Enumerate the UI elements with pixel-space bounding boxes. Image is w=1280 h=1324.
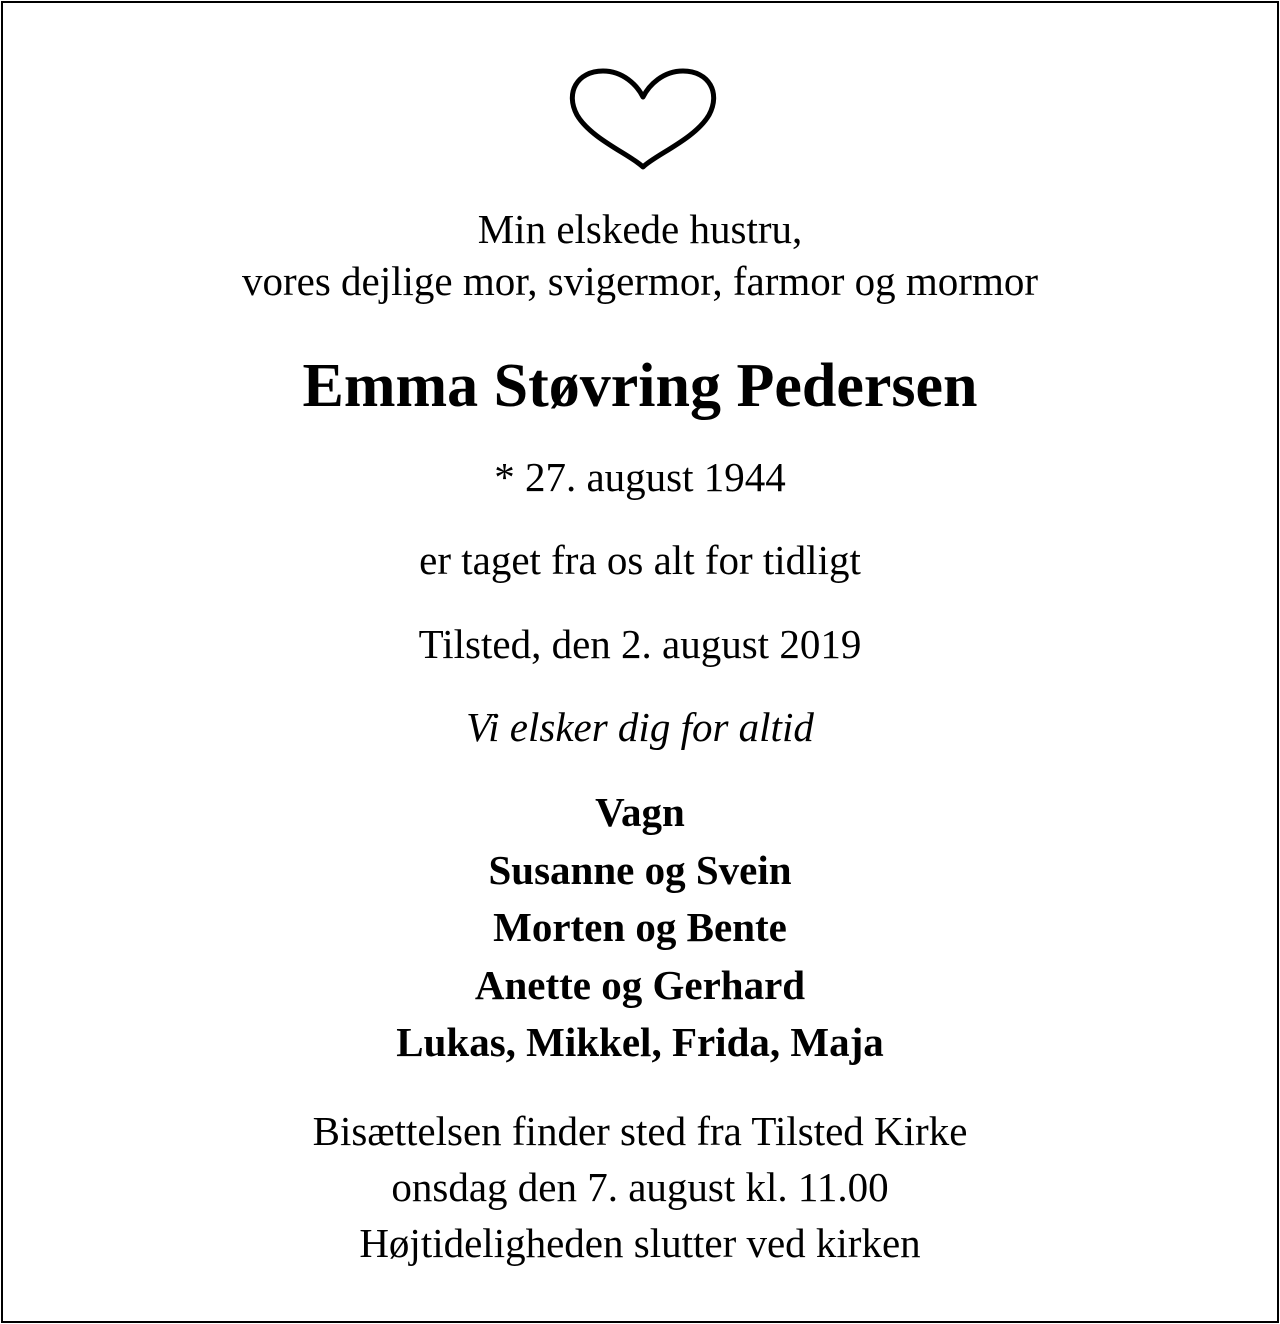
family-member: Susanne og Svein [488,846,792,893]
family-member: Lukas, Mikkel, Frida, Maja [396,1019,884,1065]
intro-text [3,203,1277,307]
heart-icon [569,67,717,173]
intro-line-2: vores dejlige mor, svigermor, farmor og mormor [241,258,1039,304]
motto: Vi elsker dig for altid [466,704,814,750]
funeral-info [3,1103,1277,1271]
family-member: Morten og Bente [493,904,787,950]
family-member: Vagn [595,789,685,835]
family-list [3,784,1277,1072]
funeral-line: Højtideligheden slutter ved kirken [359,1220,921,1266]
passing-text: er taget fra os alt for tidligt [419,537,861,583]
family-member: Anette og Gerhard [474,961,806,1008]
funeral-line: Bisættelsen finder sted fra Tilsted Kirke [312,1108,968,1154]
deceased-name: Emma Støvring Pedersen [302,352,978,420]
funeral-line: onsdag den 7. august kl. 11.00 [391,1164,889,1210]
birth-date: * 27. august 1944 [494,454,786,500]
obituary-notice [1,1,1279,1323]
intro-line-1: Min elskede hustru, [477,206,803,252]
place-and-date: Tilsted, den 2. august 2019 [418,621,862,667]
